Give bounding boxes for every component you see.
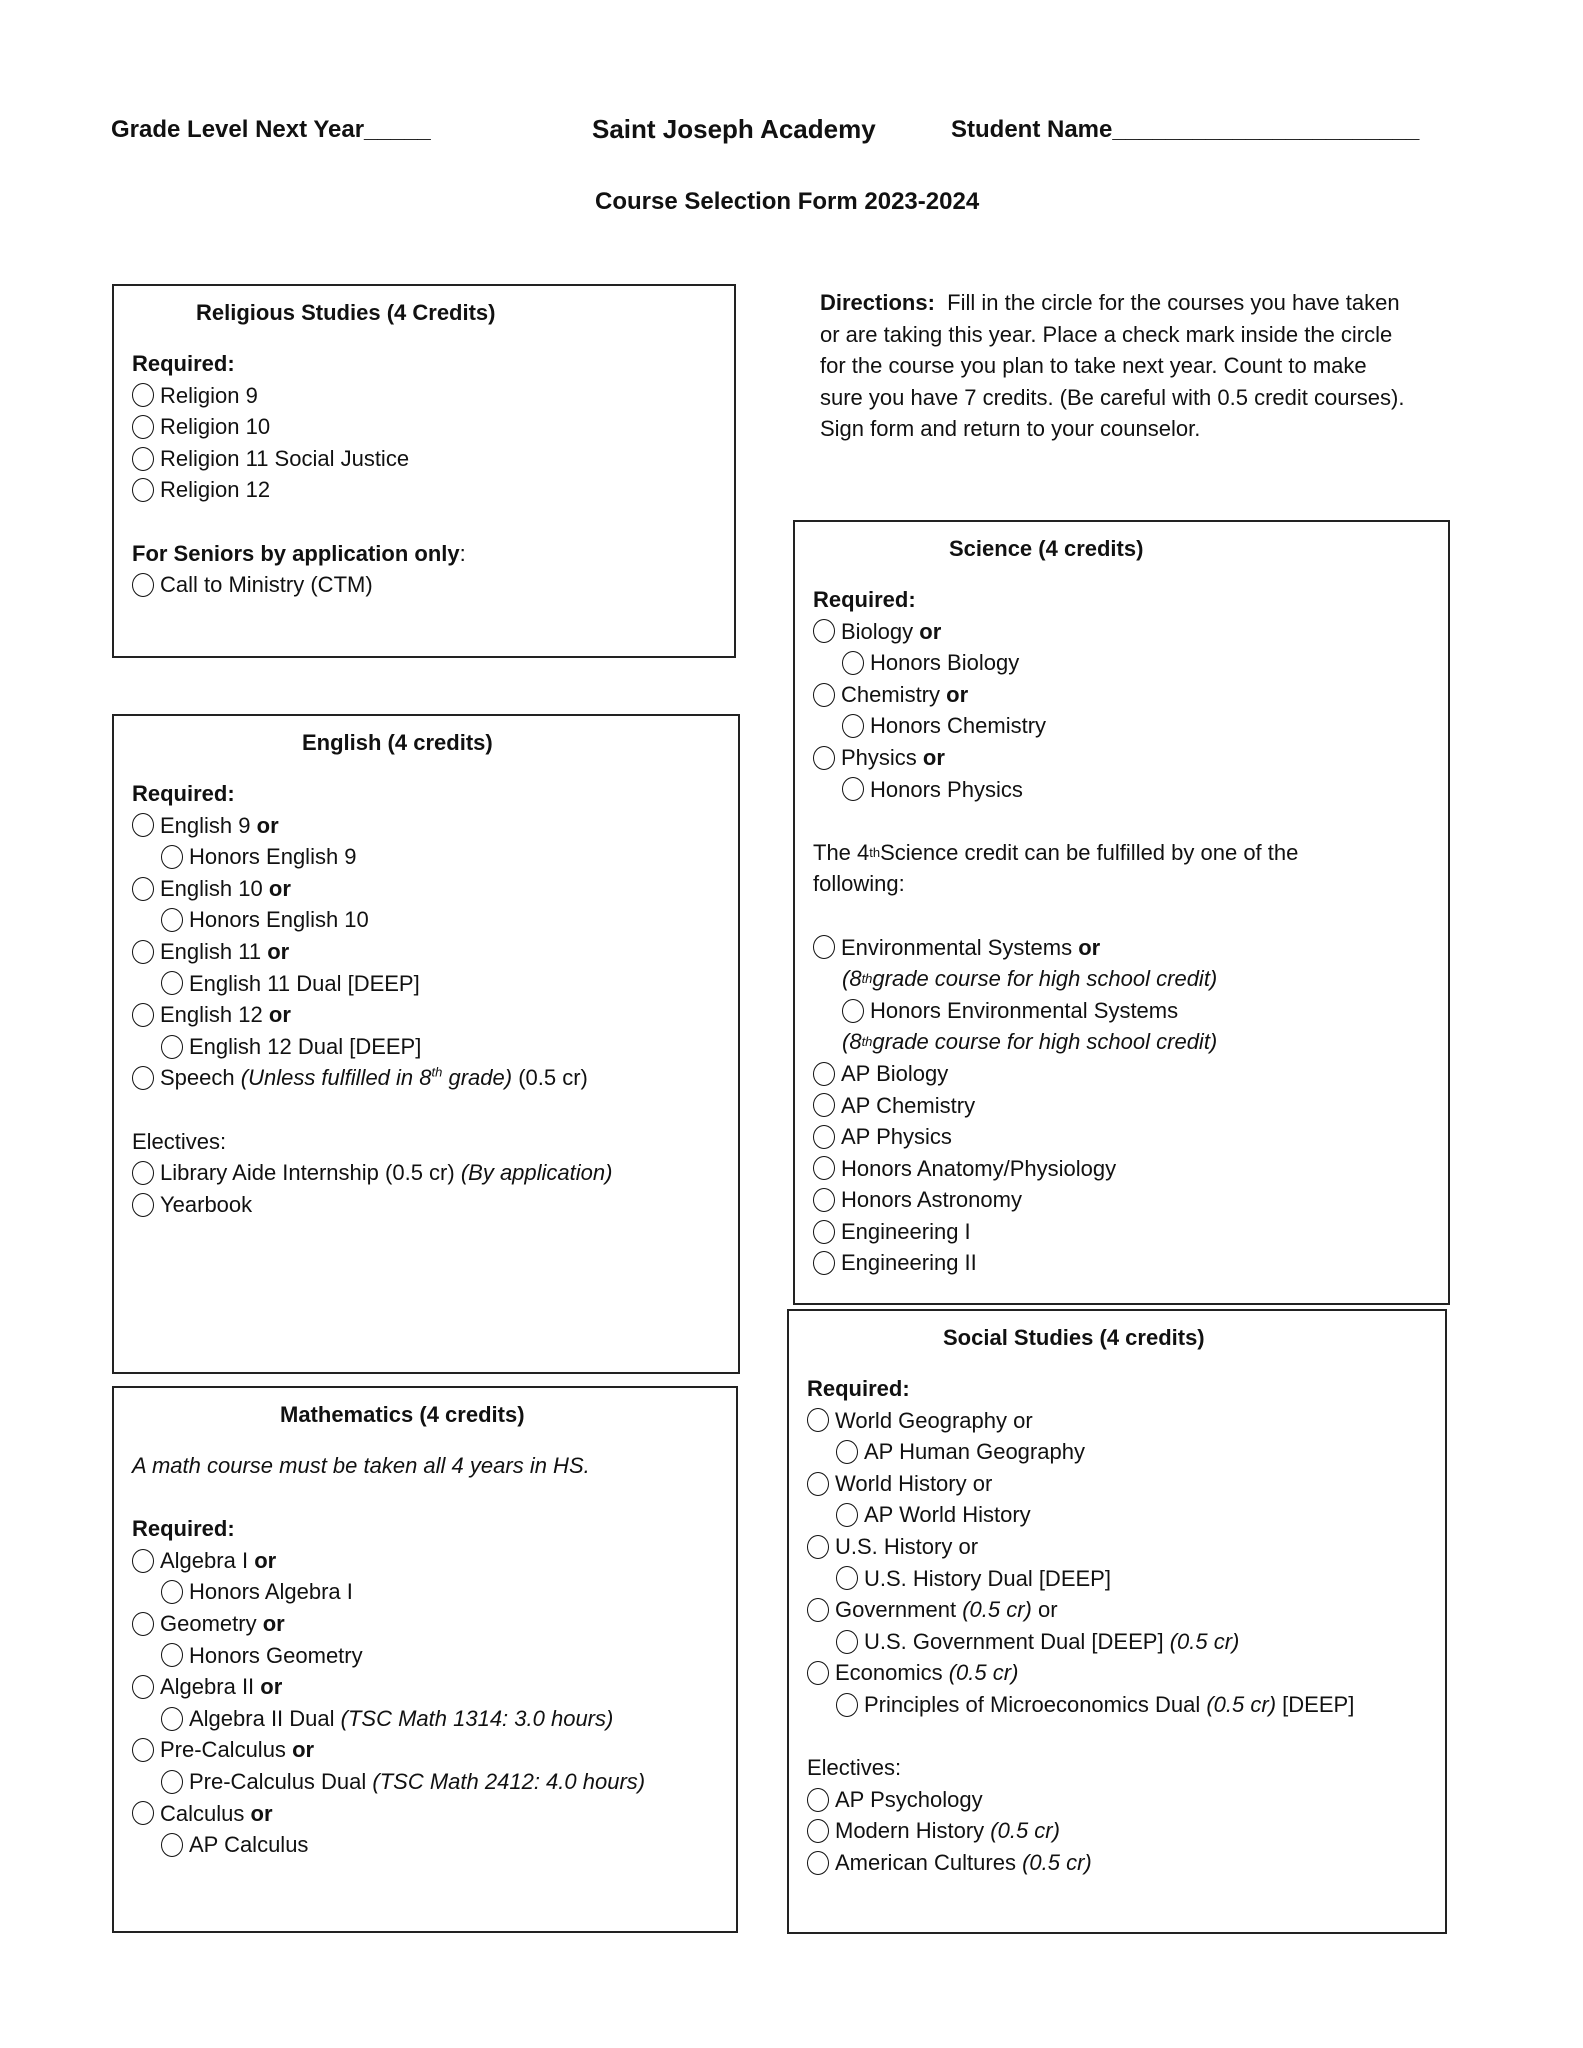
circle-checkbox[interactable]: [132, 877, 154, 901]
course-ap-human-geography[interactable]: [807, 1436, 1354, 1468]
course-honors-geometry[interactable]: [132, 1640, 645, 1672]
circle-checkbox[interactable]: [807, 1851, 829, 1875]
course-note: (TSC Math 1314: 3.0 hours): [340, 1705, 614, 1731]
social-studies-section: [787, 1309, 1447, 1934]
course-ap-biology[interactable]: [813, 1058, 1298, 1090]
circle-checkbox[interactable]: [836, 1693, 858, 1717]
circle-checkbox[interactable]: [813, 1062, 835, 1086]
circle-checkbox[interactable]: [807, 1788, 829, 1812]
course-label: English 12: [160, 1002, 263, 1028]
directions: [820, 287, 1410, 445]
course-world-geography[interactable]: [807, 1405, 1354, 1437]
course-label: AP Biology: [841, 1060, 949, 1086]
circle-checkbox[interactable]: [836, 1566, 858, 1590]
course-label: English 10: [160, 875, 263, 901]
circle-checkbox[interactable]: [132, 1801, 154, 1825]
course-label: English 11: [160, 938, 262, 964]
note-text: grade course for high school credit): [872, 1029, 1218, 1055]
course-us-history-dual[interactable]: [807, 1563, 1354, 1595]
directions-label: Directions:: [820, 290, 935, 315]
course-honors-environmental-systems[interactable]: [813, 995, 1298, 1027]
course-label: Engineering II: [841, 1250, 977, 1276]
course-label: Honors Physics: [870, 776, 1023, 802]
env-note: (8 th grade course for high school credit): [813, 1026, 1298, 1058]
circle-checkbox[interactable]: [807, 1408, 829, 1432]
course-label: Algebra II Dual: [189, 1705, 335, 1731]
course-ap-psychology[interactable]: [807, 1784, 1354, 1816]
course-note: (TSC Math 2412: 4.0 hours): [372, 1768, 646, 1794]
circle-checkbox[interactable]: [161, 1643, 183, 1667]
course-ap-world-history[interactable]: [807, 1499, 1354, 1531]
credit-note: (0.5 cr): [990, 1818, 1060, 1844]
or-label: or: [267, 938, 290, 964]
course-modern-history[interactable]: [807, 1815, 1354, 1847]
fourth-credit-note-line2: following:: [813, 871, 905, 897]
colon: :: [459, 540, 466, 566]
or-label: or: [922, 744, 945, 770]
course-label: Pre-Calculus: [160, 1737, 286, 1763]
circle-checkbox[interactable]: [161, 1770, 183, 1794]
course-label: Economics: [835, 1660, 943, 1686]
course-speech[interactable]: [132, 1062, 612, 1094]
course-label: Honors Algebra I: [189, 1579, 353, 1605]
circle-checkbox[interactable]: [807, 1472, 829, 1496]
circle-checkbox[interactable]: [132, 415, 154, 439]
course-environmental-systems[interactable]: [813, 932, 1298, 964]
circle-checkbox[interactable]: [132, 1738, 154, 1762]
course-religion-11[interactable]: [132, 443, 466, 475]
course-label: Honors Geometry: [189, 1642, 363, 1668]
circle-checkbox[interactable]: [132, 1003, 154, 1027]
course-label: Honors English 10: [189, 907, 369, 933]
circle-checkbox[interactable]: [161, 908, 183, 932]
course-engineering-2[interactable]: [813, 1247, 1298, 1279]
credit-note: (0.5 cr): [1022, 1849, 1092, 1875]
course-label: Geometry: [160, 1610, 257, 1636]
circle-checkbox[interactable]: [132, 1161, 154, 1185]
course-label: AP Psychology: [835, 1786, 983, 1812]
required-label: Required:: [132, 1516, 235, 1542]
electives-label: Electives:: [807, 1755, 902, 1781]
course-world-history[interactable]: [807, 1468, 1354, 1500]
credit-note: (0.5 cr): [948, 1660, 1019, 1686]
note-text: (Unless fulfilled in 8: [240, 1065, 432, 1091]
course-economics[interactable]: [807, 1657, 1354, 1689]
course-label: U.S. History Dual [DEEP]: [864, 1565, 1111, 1591]
course-note: (By application): [460, 1160, 613, 1186]
course-label: Algebra I: [160, 1547, 249, 1573]
course-label: Religion 12: [160, 477, 271, 503]
circle-checkbox[interactable]: [842, 999, 864, 1023]
circle-checkbox[interactable]: [132, 478, 154, 502]
circle-checkbox[interactable]: [161, 1707, 183, 1731]
circle-checkbox[interactable]: [813, 746, 835, 770]
circle-checkbox[interactable]: [842, 714, 864, 738]
course-religion-10[interactable]: [132, 411, 466, 443]
seniors-label: [132, 538, 466, 570]
course-honors-biology[interactable]: [813, 647, 1298, 679]
or-label: or: [262, 1610, 285, 1636]
course-label: World Geography or: [835, 1407, 1033, 1433]
course-label: Yearbook: [160, 1191, 253, 1217]
course-label: Honors Anatomy/Physiology: [841, 1155, 1117, 1181]
course-honors-algebra-1[interactable]: [132, 1576, 645, 1608]
course-library-aide[interactable]: [132, 1157, 612, 1189]
circle-checkbox[interactable]: [807, 1535, 829, 1559]
circle-checkbox[interactable]: [807, 1661, 829, 1685]
note-text: (8: [842, 966, 862, 992]
course-label: Algebra II: [160, 1674, 255, 1700]
required-label: Required:: [807, 1376, 910, 1401]
circle-checkbox[interactable]: [813, 1251, 835, 1275]
seniors-label-text: For Seniors by application only: [132, 540, 460, 566]
student-name-field[interactable]: Student Name_______________________: [951, 116, 1420, 143]
course-pre-calculus[interactable]: [132, 1734, 645, 1766]
course-label: Honors Chemistry: [870, 713, 1047, 739]
course-government[interactable]: [807, 1594, 1354, 1626]
course-physics[interactable]: [813, 742, 1298, 774]
course-honors-chemistry[interactable]: [813, 710, 1298, 742]
circle-checkbox[interactable]: [813, 1188, 835, 1212]
or-label: or: [254, 1547, 277, 1573]
course-honors-english-10[interactable]: [132, 904, 612, 936]
course-honors-english-9[interactable]: [132, 841, 612, 873]
course-english-9[interactable]: [132, 810, 612, 842]
course-label: Pre-Calculus Dual: [189, 1768, 367, 1794]
circle-checkbox[interactable]: [813, 683, 835, 707]
course-english-12-dual[interactable]: [132, 1031, 612, 1063]
circle-checkbox[interactable]: [132, 1675, 154, 1699]
circle-checkbox[interactable]: [813, 1156, 835, 1180]
or-label: or: [946, 681, 969, 707]
course-label: English 12 Dual [DEEP]: [189, 1033, 422, 1059]
course-english-11[interactable]: [132, 936, 612, 968]
course-pre-calculus-dual[interactable]: [132, 1766, 645, 1798]
or-label: or: [1038, 1597, 1058, 1623]
circle-checkbox[interactable]: [807, 1598, 829, 1622]
course-honors-anatomy[interactable]: [813, 1153, 1298, 1185]
science-section: [793, 520, 1450, 1305]
course-label: English 11 Dual [DEEP]: [189, 970, 420, 996]
or-label: or: [268, 875, 291, 901]
circle-checkbox[interactable]: [161, 1833, 183, 1857]
course-label: Principles of Microeconomics Dual: [864, 1691, 1201, 1717]
course-honors-physics[interactable]: [813, 774, 1298, 806]
course-microeconomics-dual[interactable]: [807, 1689, 1354, 1721]
course-chemistry[interactable]: [813, 679, 1298, 711]
course-biology[interactable]: [813, 616, 1298, 648]
circle-checkbox[interactable]: [132, 813, 154, 837]
course-label: Calculus: [160, 1800, 245, 1826]
circle-checkbox[interactable]: [161, 971, 183, 995]
course-label: Honors Biology: [870, 650, 1020, 676]
course-label: Environmental Systems: [841, 934, 1073, 960]
circle-checkbox[interactable]: [836, 1630, 858, 1654]
course-label: Speech: [160, 1065, 235, 1091]
required-label: Required:: [813, 587, 916, 612]
directions-text: Fill in the circle for the courses you have taken or are taking this year. Place a check mark inside the circle for the course you plan to take next year. Count to make sure you have 7 credits. (Be careful with 0.5 credit courses). Sign form and return to your counselor.: [820, 290, 1405, 442]
course-engineering-1[interactable]: [813, 1216, 1298, 1248]
course-label: AP Physics: [841, 1124, 952, 1150]
course-label: American Cultures: [835, 1849, 1016, 1875]
credit-note: (0.5 cr): [1206, 1691, 1277, 1717]
course-algebra-2[interactable]: [132, 1671, 645, 1703]
math-note: A math course must be taken all 4 years in HS.: [132, 1453, 590, 1478]
superscript: th: [431, 1065, 443, 1081]
fourth-credit-note: The 4 th Science credit can be fulfilled by one of the: [813, 837, 1298, 869]
course-label: U.S. Government Dual [DEEP]: [864, 1628, 1164, 1654]
credit-note: (0.5 cr): [1169, 1628, 1240, 1654]
course-label: Modern History: [835, 1818, 985, 1844]
course-label: AP Chemistry: [841, 1092, 976, 1118]
form-title: Course Selection Form 2023-2024: [595, 188, 980, 215]
note-text: Science credit can be fulfilled by one of the: [880, 839, 1299, 865]
circle-checkbox[interactable]: [836, 1440, 858, 1464]
circle-checkbox[interactable]: [161, 1035, 183, 1059]
credit-note: (0.5 cr): [962, 1597, 1032, 1623]
circle-checkbox[interactable]: [132, 1612, 154, 1636]
course-us-government-dual[interactable]: [807, 1626, 1354, 1658]
course-label: Chemistry: [841, 681, 941, 707]
course-geometry[interactable]: [132, 1608, 645, 1640]
circle-checkbox[interactable]: [132, 1193, 154, 1217]
course-algebra-2-dual[interactable]: [132, 1703, 645, 1735]
course-label: AP Human Geography: [864, 1439, 1085, 1465]
course-english-11-dual[interactable]: [132, 968, 612, 1000]
section-title: Mathematics (4 credits): [280, 1402, 525, 1427]
circle-checkbox[interactable]: [813, 1125, 835, 1149]
section-title: Social Studies (4 credits): [943, 1325, 1205, 1350]
note-text: (8: [842, 1029, 862, 1055]
course-label: Honors English 9: [189, 844, 357, 870]
circle-checkbox[interactable]: [813, 1093, 835, 1117]
course-label: World History or: [835, 1470, 993, 1496]
english-section: [112, 714, 740, 1374]
or-label: or: [292, 1737, 315, 1763]
course-algebra-1[interactable]: [132, 1545, 645, 1577]
circle-checkbox[interactable]: [132, 1066, 154, 1090]
course-label: Biology: [841, 618, 914, 644]
or-label: or: [256, 812, 279, 838]
course-yearbook[interactable]: [132, 1189, 612, 1221]
course-honors-astronomy[interactable]: [813, 1184, 1298, 1216]
mathematics-section: [112, 1386, 738, 1933]
electives-label: Electives:: [132, 1128, 227, 1154]
grade-level-field[interactable]: Grade Level Next Year_____: [111, 116, 431, 143]
note-text: grade course for high school credit): [872, 966, 1218, 992]
circle-checkbox[interactable]: [161, 845, 183, 869]
circle-checkbox[interactable]: [813, 1220, 835, 1244]
or-label: or: [260, 1674, 283, 1700]
course-english-12[interactable]: [132, 999, 612, 1031]
circle-checkbox[interactable]: [813, 619, 835, 643]
circle-checkbox[interactable]: [842, 651, 864, 675]
course-calculus[interactable]: [132, 1798, 645, 1830]
course-label: Government: [835, 1597, 957, 1623]
speech-note: [241, 1062, 512, 1094]
circle-checkbox[interactable]: [807, 1819, 829, 1843]
env-note: (8 th grade course for high school credit): [813, 963, 1298, 995]
course-ap-calculus[interactable]: [132, 1829, 645, 1861]
circle-checkbox[interactable]: [836, 1503, 858, 1527]
circle-checkbox[interactable]: [813, 935, 835, 959]
circle-checkbox[interactable]: [132, 447, 154, 471]
course-american-cultures[interactable]: [807, 1847, 1354, 1879]
course-religion-9[interactable]: [132, 380, 466, 412]
course-ap-physics[interactable]: [813, 1121, 1298, 1153]
course-label: U.S. History or: [835, 1533, 979, 1559]
course-label: Religion 9: [160, 382, 258, 408]
deep-tag: [DEEP]: [1282, 1691, 1355, 1717]
course-us-history[interactable]: [807, 1531, 1354, 1563]
course-religion-12[interactable]: [132, 474, 466, 506]
course-label: Call to Ministry (CTM): [160, 572, 373, 598]
school-name: Saint Joseph Academy: [592, 114, 876, 144]
note-text: grade): [442, 1065, 513, 1091]
or-label: or: [268, 1002, 291, 1028]
circle-checkbox[interactable]: [842, 777, 864, 801]
or-label: or: [919, 618, 942, 644]
circle-checkbox[interactable]: [132, 383, 154, 407]
course-label: Physics: [841, 744, 917, 770]
section-title: Religious Studies (4 Credits): [196, 300, 496, 325]
circle-checkbox[interactable]: [132, 940, 154, 964]
course-ap-chemistry[interactable]: [813, 1090, 1298, 1122]
section-title: Science (4 credits): [949, 536, 1144, 561]
circle-checkbox[interactable]: [132, 573, 154, 597]
course-label: Library Aide Internship (0.5 cr): [160, 1160, 455, 1186]
course-call-to-ministry[interactable]: [132, 569, 466, 601]
course-label: Religion 11 Social Justice: [160, 445, 410, 471]
or-label: or: [250, 1800, 273, 1826]
course-label: AP World History: [864, 1502, 1031, 1528]
or-label: or: [1078, 934, 1101, 960]
course-label: Honors Astronomy: [841, 1187, 1022, 1213]
course-label: AP Calculus: [189, 1832, 309, 1858]
note-text: The 4: [813, 839, 870, 865]
course-label: Engineering I: [841, 1218, 971, 1244]
course-label: Religion 10: [160, 414, 271, 440]
circle-checkbox[interactable]: [132, 1549, 154, 1573]
section-title: English (4 credits): [302, 730, 493, 755]
required-label: Required:: [132, 351, 235, 376]
circle-checkbox[interactable]: [161, 1580, 183, 1604]
course-label: Honors Environmental Systems: [870, 997, 1179, 1023]
religious-studies-section: [112, 284, 736, 658]
course-label: English 9: [160, 812, 251, 838]
required-label: Required:: [132, 781, 235, 806]
credit-note: (0.5 cr): [518, 1065, 588, 1091]
course-english-10[interactable]: [132, 873, 612, 905]
